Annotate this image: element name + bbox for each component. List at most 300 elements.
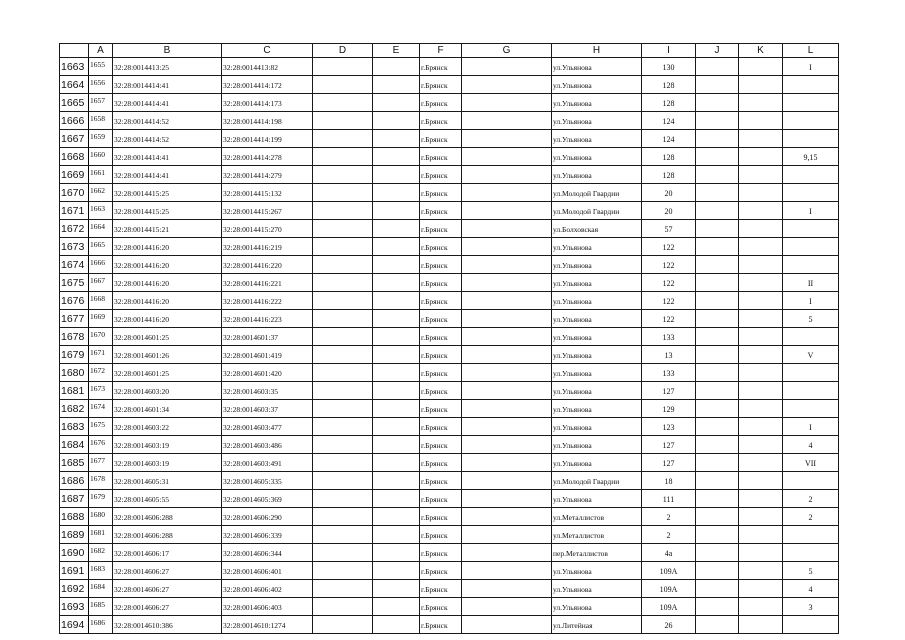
cell-c[interactable]: 32:28:0014606:344 — [222, 544, 313, 562]
cell-g[interactable] — [462, 76, 552, 94]
cell-a[interactable]: 1667 — [89, 274, 113, 292]
cell-e[interactable] — [373, 94, 420, 112]
cell-l[interactable] — [783, 76, 839, 94]
cell-k[interactable] — [739, 310, 783, 328]
cell-k[interactable] — [739, 58, 783, 76]
cell-b[interactable]: 32:28:0014414:52 — [113, 112, 222, 130]
cell-d[interactable] — [313, 472, 373, 490]
cell-b[interactable]: 32:28:0014414:41 — [113, 166, 222, 184]
row-number-header[interactable]: 1694 — [60, 616, 89, 634]
cell-h[interactable]: ул.Ульянова — [552, 310, 642, 328]
row-number-header[interactable]: 1680 — [60, 364, 89, 382]
cell-d[interactable] — [313, 400, 373, 418]
cell-f[interactable]: г.Брянск — [420, 112, 462, 130]
cell-j[interactable] — [696, 526, 739, 544]
cell-h[interactable]: пер.Металлистов — [552, 544, 642, 562]
cell-l[interactable] — [783, 94, 839, 112]
cell-h[interactable]: ул.Ульянова — [552, 292, 642, 310]
cell-f[interactable]: г.Брянск — [420, 274, 462, 292]
cell-b[interactable]: 32:28:0014414:41 — [113, 76, 222, 94]
cell-k[interactable] — [739, 580, 783, 598]
cell-l[interactable] — [783, 328, 839, 346]
cell-g[interactable] — [462, 292, 552, 310]
cell-c[interactable]: 32:28:0014601:419 — [222, 346, 313, 364]
cell-j[interactable] — [696, 310, 739, 328]
cell-b[interactable]: 32:28:0014606:288 — [113, 526, 222, 544]
cell-i[interactable]: 128 — [642, 148, 696, 166]
cell-g[interactable] — [462, 130, 552, 148]
cell-a[interactable]: 1663 — [89, 202, 113, 220]
cell-a[interactable]: 1665 — [89, 238, 113, 256]
column-header[interactable]: B — [113, 44, 222, 58]
cell-d[interactable] — [313, 580, 373, 598]
cell-l[interactable]: II — [783, 274, 839, 292]
cell-j[interactable] — [696, 346, 739, 364]
cell-k[interactable] — [739, 328, 783, 346]
cell-l[interactable] — [783, 238, 839, 256]
cell-f[interactable]: г.Брянск — [420, 256, 462, 274]
cell-e[interactable] — [373, 76, 420, 94]
cell-k[interactable] — [739, 184, 783, 202]
cell-k[interactable] — [739, 238, 783, 256]
cell-h[interactable]: ул.Ульянова — [552, 400, 642, 418]
cell-i[interactable]: 20 — [642, 202, 696, 220]
cell-f[interactable]: г.Брянск — [420, 220, 462, 238]
cell-d[interactable] — [313, 310, 373, 328]
cell-h[interactable]: ул.Ульянова — [552, 112, 642, 130]
cell-d[interactable] — [313, 490, 373, 508]
cell-l[interactable]: 5 — [783, 310, 839, 328]
cell-b[interactable]: 32:28:0014601:25 — [113, 364, 222, 382]
cell-j[interactable] — [696, 364, 739, 382]
cell-l[interactable] — [783, 166, 839, 184]
cell-b[interactable]: 32:28:0014606:288 — [113, 508, 222, 526]
cell-e[interactable] — [373, 454, 420, 472]
cell-e[interactable] — [373, 526, 420, 544]
cell-d[interactable] — [313, 598, 373, 616]
row-number-header[interactable]: 1691 — [60, 562, 89, 580]
cell-j[interactable] — [696, 616, 739, 634]
cell-f[interactable]: г.Брянск — [420, 562, 462, 580]
cell-l[interactable]: 5 — [783, 562, 839, 580]
cell-k[interactable] — [739, 454, 783, 472]
cell-b[interactable]: 32:28:0014601:26 — [113, 346, 222, 364]
cell-e[interactable] — [373, 256, 420, 274]
cell-j[interactable] — [696, 202, 739, 220]
cell-e[interactable] — [373, 310, 420, 328]
cell-h[interactable]: ул.Ульянова — [552, 256, 642, 274]
cell-j[interactable] — [696, 94, 739, 112]
cell-h[interactable]: ул.Ульянова — [552, 130, 642, 148]
cell-i[interactable]: 122 — [642, 310, 696, 328]
cell-l[interactable]: VII — [783, 454, 839, 472]
cell-b[interactable]: 32:28:0014606:27 — [113, 598, 222, 616]
cell-k[interactable] — [739, 346, 783, 364]
cell-h[interactable]: ул.Молодой Гвардии — [552, 472, 642, 490]
cell-a[interactable]: 1661 — [89, 166, 113, 184]
cell-f[interactable]: г.Брянск — [420, 292, 462, 310]
cell-h[interactable]: ул.Ульянова — [552, 148, 642, 166]
cell-j[interactable] — [696, 274, 739, 292]
cell-h[interactable]: ул.Металлистов — [552, 526, 642, 544]
cell-e[interactable] — [373, 364, 420, 382]
cell-c[interactable]: 32:28:0014603:486 — [222, 436, 313, 454]
cell-f[interactable]: г.Брянск — [420, 76, 462, 94]
row-number-header[interactable]: 1689 — [60, 526, 89, 544]
cell-d[interactable] — [313, 130, 373, 148]
cell-l[interactable]: 3 — [783, 598, 839, 616]
cell-a[interactable]: 1666 — [89, 256, 113, 274]
cell-k[interactable] — [739, 274, 783, 292]
cell-c[interactable]: 32:28:0014415:270 — [222, 220, 313, 238]
row-number-header[interactable]: 1678 — [60, 328, 89, 346]
cell-d[interactable] — [313, 94, 373, 112]
column-header[interactable]: J — [696, 44, 739, 58]
cell-i[interactable]: 133 — [642, 364, 696, 382]
cell-j[interactable] — [696, 418, 739, 436]
cell-g[interactable] — [462, 454, 552, 472]
cell-d[interactable] — [313, 418, 373, 436]
cell-i[interactable]: 123 — [642, 418, 696, 436]
cell-j[interactable] — [696, 472, 739, 490]
row-number-header[interactable]: 1672 — [60, 220, 89, 238]
cell-a[interactable]: 1677 — [89, 454, 113, 472]
cell-b[interactable]: 32:28:0014416:20 — [113, 274, 222, 292]
cell-l[interactable] — [783, 256, 839, 274]
cell-e[interactable] — [373, 490, 420, 508]
cell-k[interactable] — [739, 598, 783, 616]
cell-e[interactable] — [373, 148, 420, 166]
cell-b[interactable]: 32:28:0014414:41 — [113, 94, 222, 112]
select-all-corner[interactable] — [60, 44, 89, 58]
cell-k[interactable] — [739, 148, 783, 166]
cell-f[interactable]: г.Брянск — [420, 346, 462, 364]
cell-h[interactable]: ул.Болховская — [552, 220, 642, 238]
cell-k[interactable] — [739, 418, 783, 436]
cell-g[interactable] — [462, 490, 552, 508]
cell-j[interactable] — [696, 544, 739, 562]
column-header[interactable]: D — [313, 44, 373, 58]
row-number-header[interactable]: 1688 — [60, 508, 89, 526]
cell-j[interactable] — [696, 58, 739, 76]
cell-i[interactable]: 128 — [642, 166, 696, 184]
cell-b[interactable]: 32:28:0014416:20 — [113, 256, 222, 274]
cell-l[interactable] — [783, 220, 839, 238]
column-header[interactable]: A — [89, 44, 113, 58]
cell-d[interactable] — [313, 562, 373, 580]
cell-c[interactable]: 32:28:0014606:290 — [222, 508, 313, 526]
row-number-header[interactable]: 1692 — [60, 580, 89, 598]
cell-b[interactable]: 32:28:0014603:19 — [113, 436, 222, 454]
cell-d[interactable] — [313, 274, 373, 292]
cell-c[interactable]: 32:28:0014414:198 — [222, 112, 313, 130]
cell-f[interactable]: г.Брянск — [420, 472, 462, 490]
cell-b[interactable]: 32:28:0014606:17 — [113, 544, 222, 562]
cell-a[interactable]: 1679 — [89, 490, 113, 508]
cell-c[interactable]: 32:28:0014414:279 — [222, 166, 313, 184]
cell-l[interactable]: I — [783, 58, 839, 76]
cell-h[interactable]: ул.Ульянова — [552, 238, 642, 256]
cell-a[interactable]: 1676 — [89, 436, 113, 454]
cell-e[interactable] — [373, 580, 420, 598]
cell-d[interactable] — [313, 346, 373, 364]
cell-i[interactable]: 128 — [642, 94, 696, 112]
cell-f[interactable]: г.Брянск — [420, 328, 462, 346]
cell-c[interactable]: 32:28:0014414:278 — [222, 148, 313, 166]
cell-e[interactable] — [373, 472, 420, 490]
cell-c[interactable]: 32:28:0014603:491 — [222, 454, 313, 472]
cell-f[interactable]: г.Брянск — [420, 94, 462, 112]
column-header[interactable]: K — [739, 44, 783, 58]
cell-g[interactable] — [462, 256, 552, 274]
cell-f[interactable]: г.Брянск — [420, 616, 462, 634]
cell-j[interactable] — [696, 382, 739, 400]
cell-g[interactable] — [462, 148, 552, 166]
cell-b[interactable]: 32:28:0014415:25 — [113, 184, 222, 202]
cell-g[interactable] — [462, 562, 552, 580]
cell-e[interactable] — [373, 328, 420, 346]
cell-b[interactable]: 32:28:0014603:20 — [113, 382, 222, 400]
cell-a[interactable]: 1685 — [89, 598, 113, 616]
cell-j[interactable] — [696, 580, 739, 598]
row-number-header[interactable]: 1664 — [60, 76, 89, 94]
cell-f[interactable]: г.Брянск — [420, 184, 462, 202]
cell-a[interactable]: 1686 — [89, 616, 113, 634]
cell-c[interactable]: 32:28:0014603:37 — [222, 400, 313, 418]
cell-d[interactable] — [313, 436, 373, 454]
cell-k[interactable] — [739, 382, 783, 400]
column-header[interactable]: I — [642, 44, 696, 58]
cell-f[interactable]: г.Брянск — [420, 310, 462, 328]
cell-e[interactable] — [373, 382, 420, 400]
cell-c[interactable]: 32:28:0014415:132 — [222, 184, 313, 202]
cell-b[interactable]: 32:28:0014414:41 — [113, 148, 222, 166]
cell-c[interactable]: 32:28:0014413:82 — [222, 58, 313, 76]
cell-c[interactable]: 32:28:0014415:267 — [222, 202, 313, 220]
cell-f[interactable]: г.Брянск — [420, 400, 462, 418]
cell-j[interactable] — [696, 166, 739, 184]
cell-j[interactable] — [696, 490, 739, 508]
cell-l[interactable]: I — [783, 202, 839, 220]
cell-g[interactable] — [462, 310, 552, 328]
cell-l[interactable]: I — [783, 292, 839, 310]
cell-h[interactable]: ул.Ульянова — [552, 274, 642, 292]
cell-k[interactable] — [739, 256, 783, 274]
cell-g[interactable] — [462, 220, 552, 238]
cell-k[interactable] — [739, 436, 783, 454]
cell-i[interactable]: 122 — [642, 292, 696, 310]
cell-f[interactable]: г.Брянск — [420, 364, 462, 382]
cell-e[interactable] — [373, 616, 420, 634]
cell-e[interactable] — [373, 220, 420, 238]
cell-h[interactable]: ул.Ульянова — [552, 58, 642, 76]
cell-f[interactable]: г.Брянск — [420, 580, 462, 598]
cell-h[interactable]: ул.Молодой Гвардии — [552, 184, 642, 202]
cell-g[interactable] — [462, 364, 552, 382]
cell-i[interactable]: 109А — [642, 562, 696, 580]
cell-d[interactable] — [313, 544, 373, 562]
row-number-header[interactable]: 1663 — [60, 58, 89, 76]
cell-k[interactable] — [739, 166, 783, 184]
cell-g[interactable] — [462, 202, 552, 220]
cell-l[interactable] — [783, 112, 839, 130]
cell-l[interactable] — [783, 364, 839, 382]
cell-c[interactable]: 32:28:0014416:220 — [222, 256, 313, 274]
cell-e[interactable] — [373, 508, 420, 526]
cell-i[interactable]: 128 — [642, 76, 696, 94]
cell-e[interactable] — [373, 130, 420, 148]
cell-k[interactable] — [739, 76, 783, 94]
cell-c[interactable]: 32:28:0014605:369 — [222, 490, 313, 508]
cell-a[interactable]: 1681 — [89, 526, 113, 544]
cell-g[interactable] — [462, 274, 552, 292]
row-number-header[interactable]: 1681 — [60, 382, 89, 400]
cell-h[interactable]: ул.Ульянова — [552, 562, 642, 580]
cell-f[interactable]: г.Брянск — [420, 148, 462, 166]
cell-j[interactable] — [696, 76, 739, 94]
cell-i[interactable]: 124 — [642, 130, 696, 148]
cell-f[interactable]: г.Брянск — [420, 508, 462, 526]
cell-i[interactable]: 2 — [642, 508, 696, 526]
cell-k[interactable] — [739, 472, 783, 490]
cell-j[interactable] — [696, 562, 739, 580]
cell-b[interactable]: 32:28:0014601:25 — [113, 328, 222, 346]
cell-j[interactable] — [696, 130, 739, 148]
cell-i[interactable]: 129 — [642, 400, 696, 418]
cell-d[interactable] — [313, 292, 373, 310]
row-number-header[interactable]: 1693 — [60, 598, 89, 616]
cell-f[interactable]: г.Брянск — [420, 598, 462, 616]
cell-a[interactable]: 1682 — [89, 544, 113, 562]
cell-i[interactable]: 18 — [642, 472, 696, 490]
cell-g[interactable] — [462, 112, 552, 130]
row-number-header[interactable]: 1676 — [60, 292, 89, 310]
cell-c[interactable]: 32:28:0014416:223 — [222, 310, 313, 328]
cell-i[interactable]: 20 — [642, 184, 696, 202]
cell-c[interactable]: 32:28:0014603:477 — [222, 418, 313, 436]
cell-d[interactable] — [313, 364, 373, 382]
cell-i[interactable]: 130 — [642, 58, 696, 76]
cell-c[interactable]: 32:28:0014606:403 — [222, 598, 313, 616]
cell-k[interactable] — [739, 202, 783, 220]
row-number-header[interactable]: 1675 — [60, 274, 89, 292]
cell-e[interactable] — [373, 598, 420, 616]
cell-c[interactable]: 32:28:0014603:35 — [222, 382, 313, 400]
row-number-header[interactable]: 1685 — [60, 454, 89, 472]
cell-e[interactable] — [373, 202, 420, 220]
cell-l[interactable] — [783, 130, 839, 148]
cell-a[interactable]: 1683 — [89, 562, 113, 580]
cell-g[interactable] — [462, 418, 552, 436]
cell-c[interactable]: 32:28:0014601:37 — [222, 328, 313, 346]
cell-f[interactable]: г.Брянск — [420, 490, 462, 508]
cell-i[interactable]: 4а — [642, 544, 696, 562]
cell-b[interactable]: 32:28:0014605:55 — [113, 490, 222, 508]
cell-j[interactable] — [696, 112, 739, 130]
cell-d[interactable] — [313, 76, 373, 94]
cell-b[interactable]: 32:28:0014415:21 — [113, 220, 222, 238]
cell-i[interactable]: 127 — [642, 436, 696, 454]
cell-c[interactable]: 32:28:0014601:420 — [222, 364, 313, 382]
cell-l[interactable]: 4 — [783, 436, 839, 454]
cell-k[interactable] — [739, 364, 783, 382]
cell-i[interactable]: 124 — [642, 112, 696, 130]
cell-g[interactable] — [462, 238, 552, 256]
cell-b[interactable]: 32:28:0014414:52 — [113, 130, 222, 148]
cell-i[interactable]: 111 — [642, 490, 696, 508]
cell-g[interactable] — [462, 184, 552, 202]
cell-k[interactable] — [739, 94, 783, 112]
cell-a[interactable]: 1684 — [89, 580, 113, 598]
cell-b[interactable]: 32:28:0014601:34 — [113, 400, 222, 418]
cell-g[interactable] — [462, 508, 552, 526]
cell-h[interactable]: ул.Ульянова — [552, 328, 642, 346]
cell-e[interactable] — [373, 274, 420, 292]
cell-e[interactable] — [373, 436, 420, 454]
cell-c[interactable]: 32:28:0014416:221 — [222, 274, 313, 292]
row-number-header[interactable]: 1669 — [60, 166, 89, 184]
cell-k[interactable] — [739, 292, 783, 310]
cell-l[interactable] — [783, 184, 839, 202]
cell-f[interactable]: г.Брянск — [420, 382, 462, 400]
cell-j[interactable] — [696, 436, 739, 454]
cell-e[interactable] — [373, 400, 420, 418]
cell-d[interactable] — [313, 256, 373, 274]
row-number-header[interactable]: 1687 — [60, 490, 89, 508]
cell-l[interactable]: 9,15 — [783, 148, 839, 166]
cell-k[interactable] — [739, 616, 783, 634]
cell-c[interactable]: 32:28:0014414:199 — [222, 130, 313, 148]
cell-a[interactable]: 1673 — [89, 382, 113, 400]
row-number-header[interactable]: 1667 — [60, 130, 89, 148]
cell-h[interactable]: ул.Ульянова — [552, 580, 642, 598]
cell-h[interactable]: ул.Ульянова — [552, 418, 642, 436]
cell-f[interactable]: г.Брянск — [420, 130, 462, 148]
cell-h[interactable]: ул.Ульянова — [552, 436, 642, 454]
cell-a[interactable]: 1675 — [89, 418, 113, 436]
cell-a[interactable]: 1657 — [89, 94, 113, 112]
cell-i[interactable]: 122 — [642, 238, 696, 256]
column-header[interactable]: C — [222, 44, 313, 58]
cell-e[interactable] — [373, 562, 420, 580]
cell-d[interactable] — [313, 220, 373, 238]
row-number-header[interactable]: 1683 — [60, 418, 89, 436]
cell-b[interactable]: 32:28:0014416:20 — [113, 238, 222, 256]
cell-i[interactable]: 2 — [642, 526, 696, 544]
cell-h[interactable]: ул.Литейная — [552, 616, 642, 634]
cell-a[interactable]: 1670 — [89, 328, 113, 346]
cell-g[interactable] — [462, 58, 552, 76]
cell-e[interactable] — [373, 292, 420, 310]
cell-j[interactable] — [696, 256, 739, 274]
cell-h[interactable]: ул.Ульянова — [552, 346, 642, 364]
cell-g[interactable] — [462, 346, 552, 364]
cell-f[interactable]: г.Брянск — [420, 418, 462, 436]
cell-j[interactable] — [696, 598, 739, 616]
cell-d[interactable] — [313, 328, 373, 346]
cell-f[interactable]: г.Брянск — [420, 454, 462, 472]
cell-j[interactable] — [696, 220, 739, 238]
cell-c[interactable]: 32:28:0014606:401 — [222, 562, 313, 580]
row-number-header[interactable]: 1674 — [60, 256, 89, 274]
cell-a[interactable]: 1660 — [89, 148, 113, 166]
cell-b[interactable]: 32:28:0014603:19 — [113, 454, 222, 472]
cell-c[interactable]: 32:28:0014414:172 — [222, 76, 313, 94]
cell-a[interactable]: 1656 — [89, 76, 113, 94]
cell-k[interactable] — [739, 400, 783, 418]
cell-f[interactable]: г.Брянск — [420, 202, 462, 220]
cell-a[interactable]: 1658 — [89, 112, 113, 130]
